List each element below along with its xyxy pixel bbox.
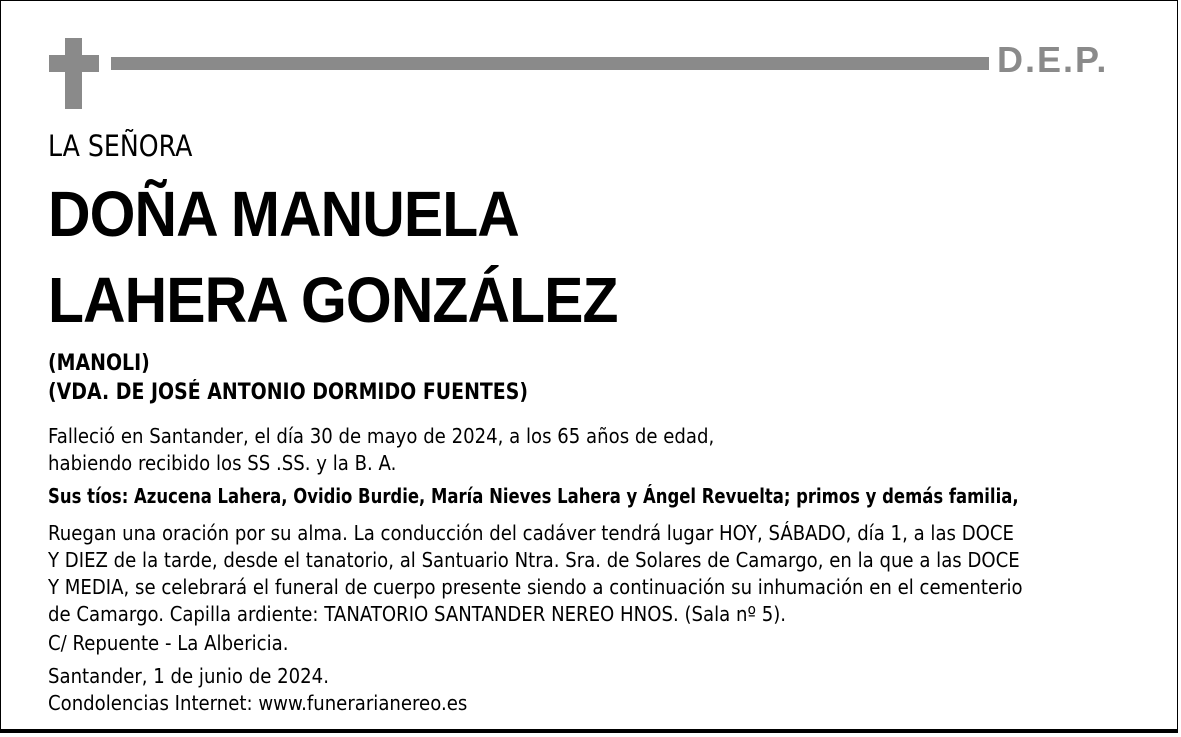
address-line: C/ Repuente - La Albericia. xyxy=(48,631,289,655)
deceased-name-line2: LAHERA GONZÁLEZ xyxy=(48,264,618,336)
widow-of: (VDA. DE JOSÉ ANTONIO DORMIDO FUENTES) xyxy=(48,380,529,405)
request-line: Ruegan una oración por su alma. La conducción del cadáver tendrá lugar HOY, SÁBADO, día 1, a las DOCE xyxy=(48,521,1014,545)
condolences-line: Condolencias Internet: www.funerarianereo.es xyxy=(48,691,468,715)
death-info-line1: Falleció en Santander, el día 30 de mayo de 2024, a los 65 años de edad, xyxy=(48,424,715,448)
request-line: de Camargo. Capilla ardiente: TANATORIO SANTANDER NEREO HNOS. (Sala nº 5). xyxy=(48,602,787,626)
request-line: Y MEDIA, se celebrará el funeral de cuerpo presente siendo a continuación su inhumación en el cementerio xyxy=(48,575,1023,599)
nickname: (MANOLI) xyxy=(48,351,150,376)
request-line: Y DIEZ de la tarde, desde el tanatorio, al Santuario Ntra. Sra. de Solares de Camargo, en la que a las DOCE xyxy=(48,548,1020,572)
header-rule xyxy=(111,57,989,70)
place-date: Santander, 1 de junio de 2024. xyxy=(48,664,329,688)
honorific: LA SEÑORA xyxy=(48,129,193,163)
death-info-line2: habiendo recibido los SS .SS. y la B. A. xyxy=(48,451,397,475)
dep-label: D.E.P. xyxy=(997,39,1109,80)
family-list: Sus tíos: Azucena Lahera, Ovidio Burdie, María Nieves Lahera y Ángel Revuelta; primos y demás familia, xyxy=(48,484,1019,508)
deceased-name-line1: DOÑA MANUELA xyxy=(48,178,519,250)
